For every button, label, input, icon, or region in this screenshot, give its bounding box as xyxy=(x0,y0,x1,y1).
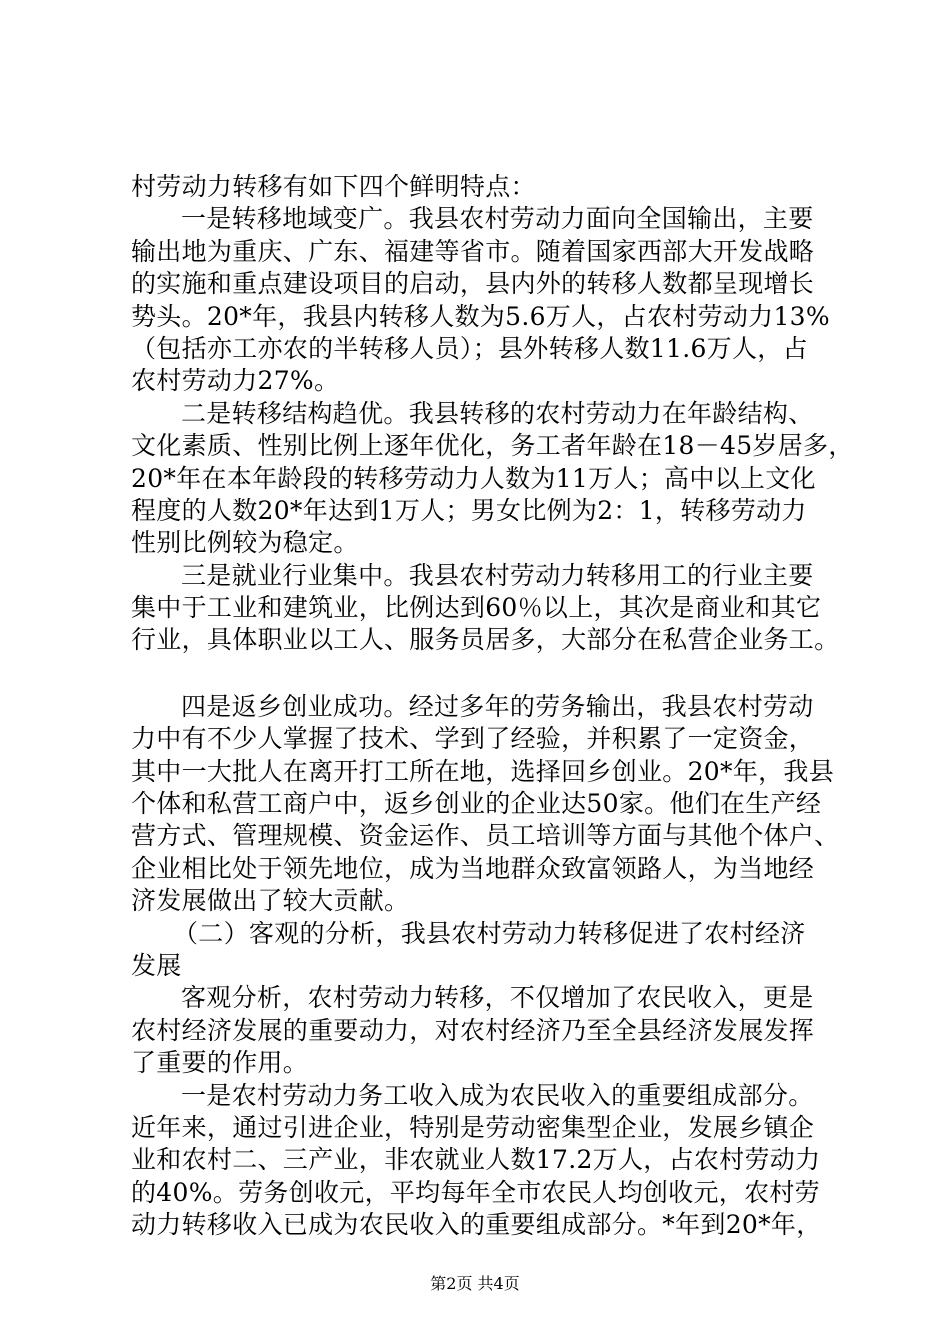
text-line: 农村劳动力27%。 xyxy=(131,366,340,396)
paragraph-gap xyxy=(131,657,851,691)
text-line: 行业，具体职业以工人、服务员居多，大部分在私营企业务工。 xyxy=(131,625,840,655)
text-line: 的40%。劳务创收元，平均每年全市农民人均创收元，农村劳 xyxy=(131,1177,820,1207)
text-line: 三是就业行业集中。我县农村劳动力转移用工的行业主要 xyxy=(181,560,814,590)
text-line: 性别比例较为稳定。 xyxy=(131,528,359,558)
text-line: 济发展做出了较大贡献。 xyxy=(131,886,410,916)
text-line: 营方式、管理规模、资金运作、员工培训等方面与其他个体户、 xyxy=(131,821,840,851)
text-line: 了重要的作用。 xyxy=(131,1048,309,1078)
text-line: 的实施和重点建设项目的启动，县内外的转移人数都呈现增长 xyxy=(131,269,815,299)
text-line: 力中有不少人掌握了技术、学到了经验，并积累了一定资金， xyxy=(131,724,815,754)
page-number-footer: 第2页 共4页 xyxy=(430,1274,520,1293)
text-line: 近年来，通过引进企业，特别是劳动密集型企业，发展乡镇企 xyxy=(131,1112,815,1142)
text-line: 一是农村劳动力务工收入成为农民收入的重要组成部分。 xyxy=(181,1080,814,1110)
text-line: 四是返乡创业成功。经过多年的劳务输出，我县农村劳动 xyxy=(181,691,814,721)
text-line: 输出地为重庆、广东、福建等省市。随着国家西部大开发战略 xyxy=(131,236,815,266)
text-line: 个体和私营工商户中，返乡创业的企业达50家。他们在生产经 xyxy=(131,789,822,819)
text-line: 文化素质、性别比例上逐年优化，务工者年龄在18－45岁居多， xyxy=(131,431,854,461)
text-line: 动力转移收入已成为农民收入的重要组成部分。*年到20*年， xyxy=(131,1210,822,1240)
text-line: 农村经济发展的重要动力，对农村经济乃至全县经济发展发挥 xyxy=(131,1015,815,1045)
text-line: 客观分析，农村劳动力转移，不仅增加了农民收入，更是 xyxy=(181,983,814,1013)
text-line: 其中一大批人在离开打工所在地，选择回乡创业。20*年，我县 xyxy=(131,756,835,786)
text-line: 20*年在本年龄段的转移劳动力人数为11万人；高中以上文化 xyxy=(131,463,816,493)
text-line: 二是转移结构趋优。我县转移的农村劳动力在年龄结构、 xyxy=(181,398,814,428)
text-line: 企业相比处于领先地位，成为当地群众致富领路人，为当地经 xyxy=(131,853,815,883)
text-line: 村劳动力转移有如下四个鲜明特点： xyxy=(131,172,536,201)
text-line: 业和农村二、三产业，非农就业人数17.2万人，占农村劳动力 xyxy=(131,1145,821,1175)
text-line: 一是转移地域变广。我县农村劳动力面向全国输出，主要 xyxy=(181,204,814,234)
text-line: （包括亦工亦农的半转移人员）；县外转移人数11.6万人，占 xyxy=(131,333,808,363)
section-heading-cont: 发展 xyxy=(131,950,182,980)
section-heading: （二）客观的分析，我县农村劳动力转移促进了农村经济 xyxy=(173,918,806,948)
body-text xyxy=(131,171,854,1242)
text-line: 势头。20*年，我县内转移人数为5.6万人，占农村劳动力13% xyxy=(131,301,830,331)
text-line: 程度的人数20*年达到1万人；男女比例为2：1，转移劳动力 xyxy=(131,495,807,525)
text-line: 集中于工业和建筑业，比例达到60％以上，其次是商业和其它 xyxy=(131,593,822,623)
